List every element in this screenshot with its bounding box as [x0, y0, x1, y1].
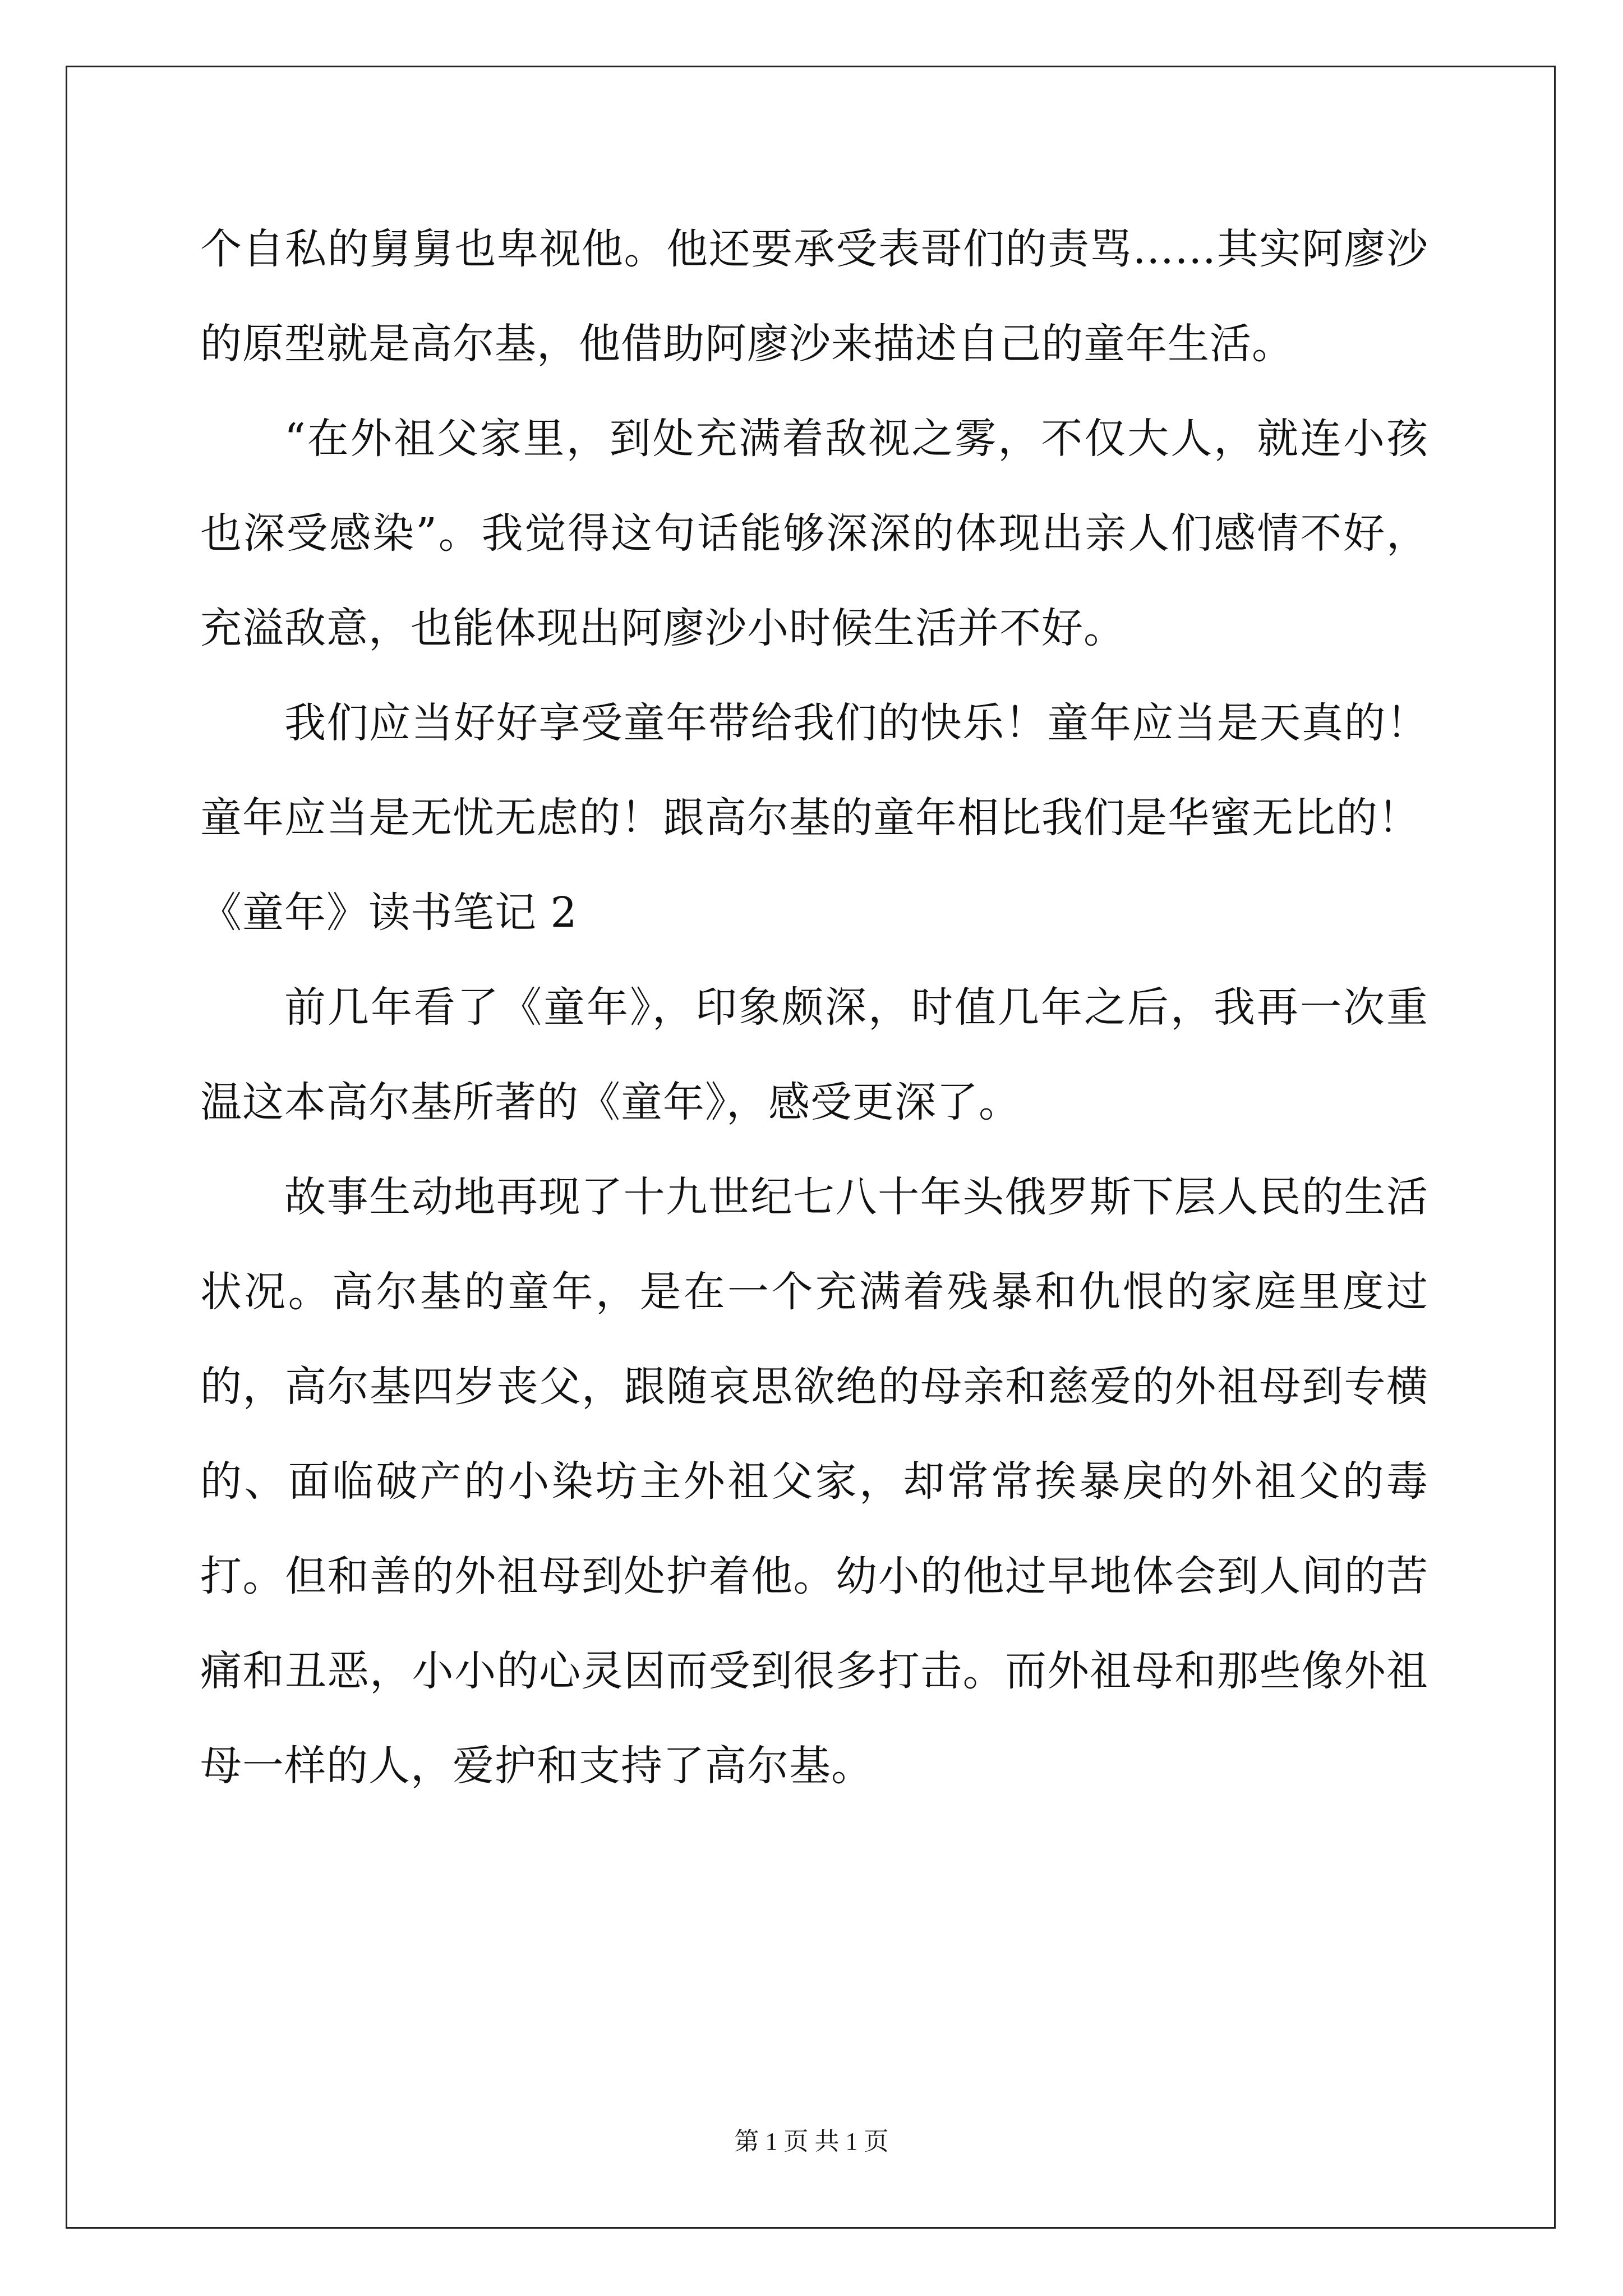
- paragraph-5: 故事生动地再现了十九世纪七八十年头俄罗斯下层人民的生活状况。高尔基的童年，是在一个充满着残暴和仇恨的家庭里度过的，高尔基四岁丧父，跟随哀思欲绝的母亲和慈爱的外祖母到专横的、面临破产的小染坊主外祖父家，却常常挨暴戾的外祖父的毒打。但和善的外祖母到处护着他。幼小的他过早地体会到人间的苦痛和丑恶，小小的心灵因而受到很多打击。而外祖母和那些像外祖母一样的人，爱护和支持了高尔基。: [200, 1173, 1428, 1790]
- paragraph-4: 前几年看了《童年》，印象颇深，时值几年之后，我再一次重温这本高尔基所著的《童年》，感受更深了。: [200, 983, 1428, 1126]
- document-body: [200, 202, 1428, 1814]
- paragraph-2: “在外祖父家里，到处充满着敌视之雾，不仅大人，就连小孩也深受感染”。我觉得这句话能够深深的体现出亲人们感情不好，充溢敌意，也能体现出阿廖沙小时候生活并不好。: [200, 415, 1428, 652]
- page-footer: 第 1 页 共 1 页: [734, 2128, 889, 2155]
- paragraph-3: 我们应当好好享受童年带给我们的快乐！童年应当是天真的！童年应当是无忧无虑的！跟高尔基的童年相比我们是华蜜无比的！: [200, 699, 1428, 842]
- section-heading: 《童年》读书笔记 2: [200, 889, 578, 937]
- paragraph-1: 个自私的舅舅也卑视他。他还要承受表哥们的责骂……其实阿廖沙的原型就是高尔基，他借助阿廖沙来描述自己的童年生活。: [200, 225, 1428, 368]
